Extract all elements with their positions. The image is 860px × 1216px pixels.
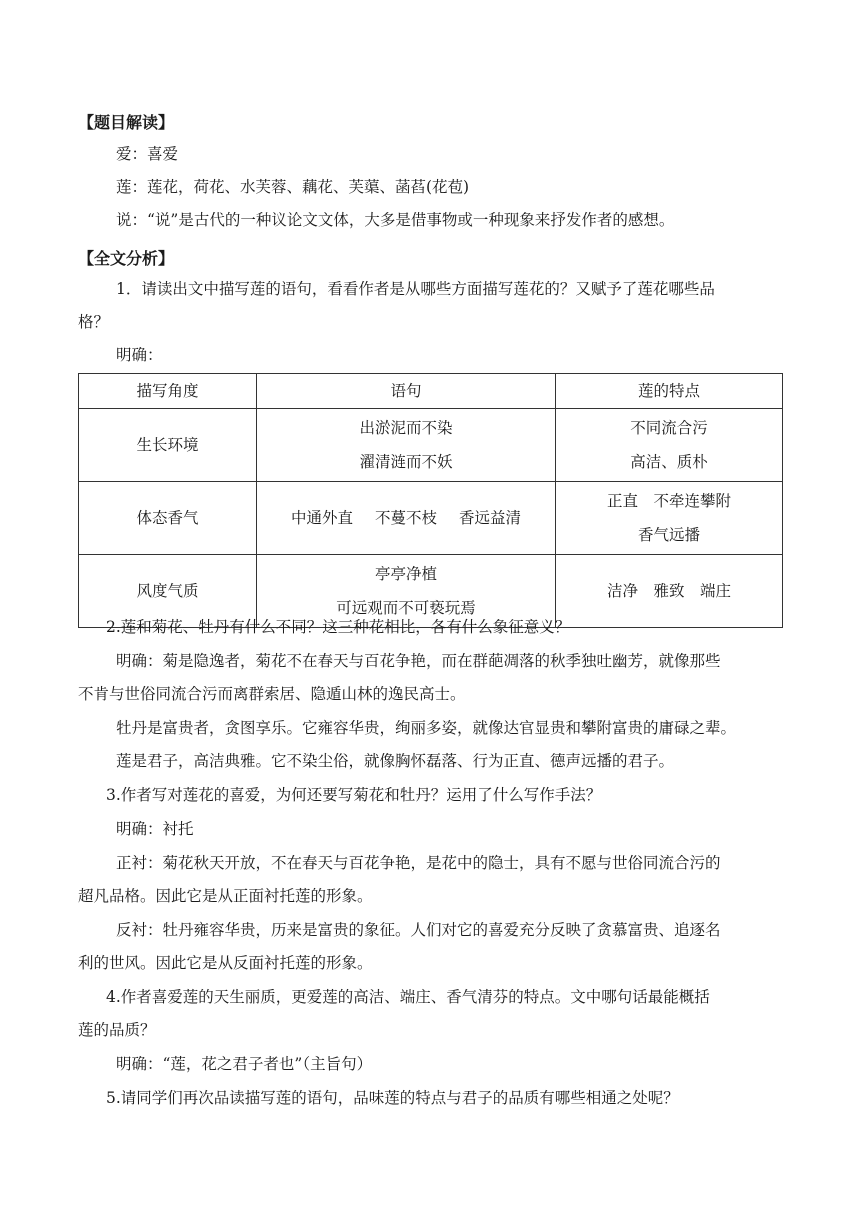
q1-line1: 1．请读出文中描写莲的语句，看看作者是从哪些方面描写莲花的？又赋予了莲花哪些品 <box>116 280 715 298</box>
sentence-text: 亭亭净植 <box>374 565 437 583</box>
sentence-text: 濯清涟而不妖 <box>359 453 453 471</box>
table-row <box>79 482 783 555</box>
table-cell-traits <box>556 482 783 555</box>
table-row <box>79 409 783 482</box>
section-title-analysis: 【全文分析】 <box>78 249 175 268</box>
table-cell-angle: 体态香气 <box>79 482 257 555</box>
q4-line2: 莲的品质？ <box>78 1021 156 1039</box>
q3-zhengchen-line2: 超凡品格。因此它是从正面衬托莲的形象。 <box>78 887 373 905</box>
table-cell-angle: 生长环境 <box>79 409 257 482</box>
sentence-text: 中通外直 <box>290 509 353 527</box>
sentence-text: 不蔓不枝 <box>374 509 437 527</box>
q3-zhengchen-line1: 正衬：菊花秋天开放，不在春天与百花争艳，是花中的隐士，具有不愿与世俗同流合污的 <box>116 854 721 872</box>
q3-answer: 明确：衬托 <box>116 820 194 838</box>
sentence-text: 出淤泥而不染 <box>359 419 453 437</box>
topic-line-shuo: 说：“说”是古代的一种议论文文体，大多是借事物或一种现象来抒发作者的感想。 <box>116 211 675 229</box>
trait-text: 正直 不牵连攀附 <box>606 492 731 510</box>
section-title-topic: 【题目解读】 <box>78 113 175 132</box>
q3-question: 3.作者写对莲花的喜爱，为何还要写菊花和牡丹？运用了什么写作手法？ <box>106 786 602 804</box>
q1-answer-label: 明确： <box>116 346 163 364</box>
q2-answer-ju-line2: 不肯与世俗同流合污而离群索居、隐遁山林的逸民高士。 <box>78 685 466 703</box>
description-table <box>78 373 783 628</box>
table-header-cell: 描写角度 <box>79 374 257 409</box>
q3-fanchen-line2: 利的世风。因此它是从反面衬托莲的形象。 <box>78 954 373 972</box>
q2-answer-lian: 莲是君子，高洁典雅。它不染尘俗，就像胸怀磊落、行为正直、德声远播的君子。 <box>116 752 675 770</box>
table-header-cell: 莲的特点 <box>556 374 783 409</box>
q4-answer: 明确：“莲，花之君子者也”（主旨句） <box>116 1055 373 1073</box>
table-cell-sentences <box>257 409 556 482</box>
q1-line2: 格？ <box>78 313 110 331</box>
topic-line-lian: 莲：莲花，荷花、水芙蓉、藕花、芙蕖、菡萏(花苞) <box>116 178 470 196</box>
table-header-row <box>79 374 783 409</box>
q3-fanchen-line1: 反衬：牡丹雍容华贵，历来是富贵的象征。人们对它的喜爱充分反映了贪慕富贵、追逐名 <box>116 921 721 939</box>
table-cell-angle: 风度气质 <box>79 555 257 628</box>
q2-question: 2.莲和菊花、牡丹有什么不同？这三种花相比，各有什么象征意义？ <box>106 618 571 636</box>
table-cell-traits <box>556 555 783 628</box>
trait-text: 香气远播 <box>637 526 700 544</box>
trait-text: 洁净 雅致 端庄 <box>606 582 731 600</box>
q2-answer-ju-line1: 明确：菊是隐逸者，菊花不在春天与百花争艳，而在群葩凋落的秋季独吐幽芳，就像那些 <box>116 652 721 670</box>
sentence-text: 可远观而不可亵玩焉 <box>336 599 476 617</box>
trait-text: 不同流合污 <box>630 419 708 437</box>
table-cell-traits <box>556 409 783 482</box>
topic-line-ai: 爱：喜爱 <box>116 145 179 163</box>
q2-answer-mudan: 牡丹是富贵者，贪图享乐。它雍容华贵，绚丽多姿，就像达官显贵和攀附富贵的庸碌之辈。 <box>116 719 737 737</box>
trait-text: 高洁、质朴 <box>630 453 708 471</box>
q5-question: 5.请同学们再次品读描写莲的语句，品味莲的特点与君子的品质有哪些相通之处呢？ <box>106 1089 679 1107</box>
q4-line1: 4.作者喜爱莲的天生丽质，更爱莲的高洁、端庄、香气清芬的特点。文中哪句话最能概括 <box>106 988 710 1006</box>
table-header-cell: 语句 <box>257 374 556 409</box>
table-cell-sentences <box>257 482 556 555</box>
sentence-text: 香远益清 <box>459 509 522 527</box>
